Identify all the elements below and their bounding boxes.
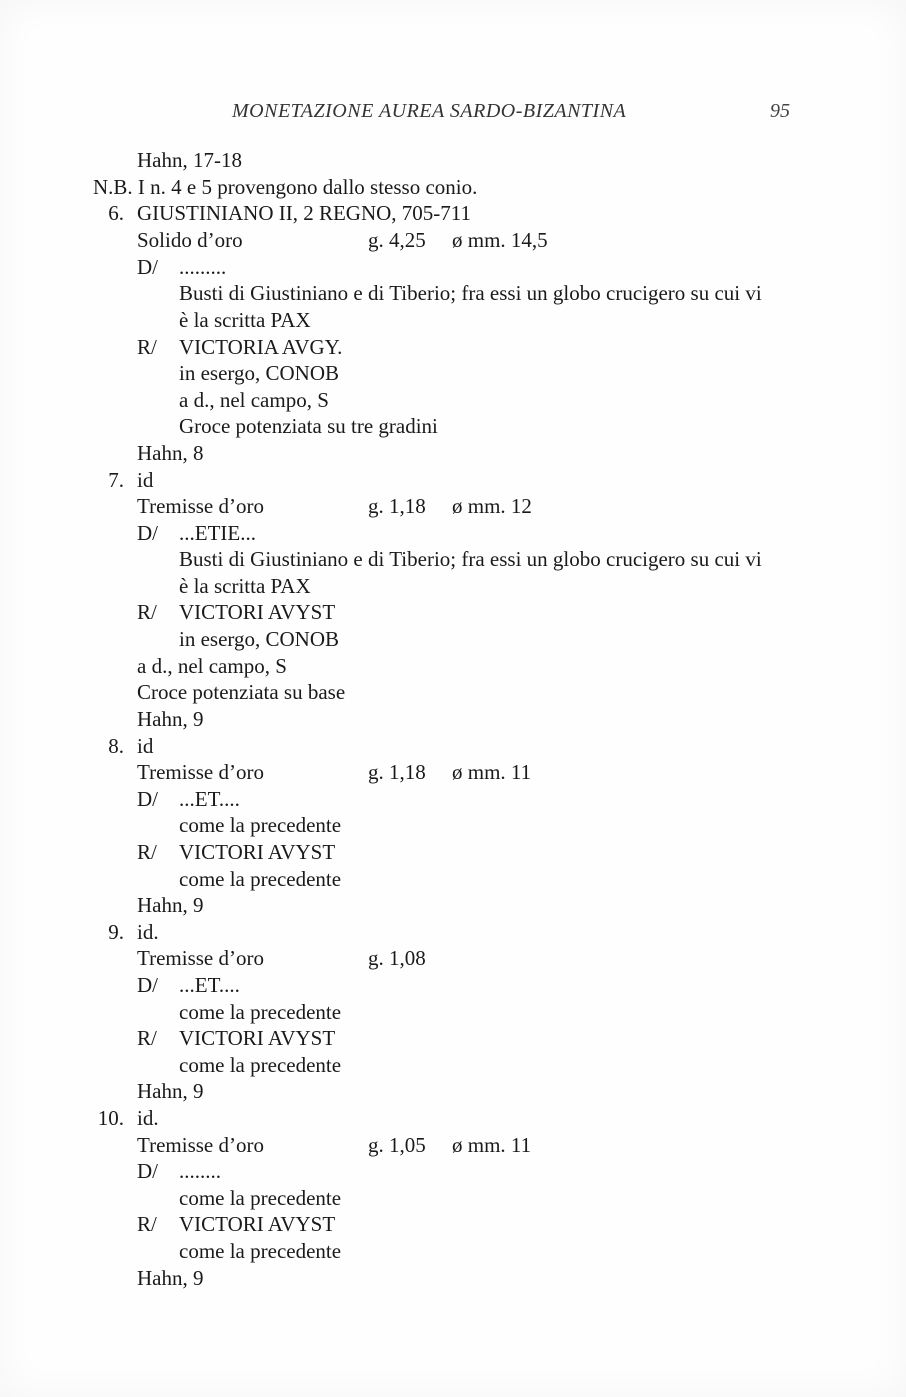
weight: g. 1,18: [368, 760, 426, 784]
denomination: Tremisse d’oro: [137, 760, 264, 784]
obverse-description: Busti di Giustiniano e di Tiberio; fra essi un globo crucigero su cui vi: [179, 547, 762, 571]
reverse-description: Croce potenziata su base: [137, 680, 346, 704]
note: N.B. I n. 4 e 5 provengono dallo stesso conio.: [93, 175, 478, 199]
obverse-legend: ........: [179, 1159, 221, 1183]
denomination: Tremisse d’oro: [137, 494, 264, 518]
hahn-reference: Hahn, 9: [137, 1266, 204, 1290]
entry-number: 9.: [108, 920, 124, 944]
weight: g. 4,25: [368, 228, 426, 252]
obverse-prefix: D/: [137, 255, 158, 279]
reverse-legend: VICTORI AVYST: [179, 1026, 336, 1050]
reverse-legend: VICTORI AVYST: [179, 600, 336, 624]
reverse-prefix: R/: [137, 1212, 157, 1236]
reverse-legend: VICTORI AVYST: [179, 1212, 336, 1236]
denomination: Tremisse d’oro: [137, 946, 264, 970]
reverse-description: Groce potenziata su tre gradini: [179, 414, 438, 438]
reverse-legend: VICTORIA AVGY.: [179, 335, 343, 359]
diameter: ø mm. 14,5: [452, 228, 548, 252]
denomination: Tremisse d’oro: [137, 1133, 264, 1157]
reverse-legend: VICTORI AVYST: [179, 840, 336, 864]
running-title: MONETAZIONE AUREA SARDO-BIZANTINA: [232, 100, 627, 122]
hahn-reference: Hahn, 17-18: [137, 148, 242, 172]
hahn-reference: Hahn, 9: [137, 1079, 204, 1103]
hahn-reference: Hahn, 9: [137, 893, 204, 917]
reverse-description: a d., nel campo, S: [137, 654, 287, 678]
entry-title: id.: [137, 1106, 159, 1130]
page-number: 95: [770, 100, 790, 122]
entry-number: 8.: [108, 734, 124, 758]
reverse-description: come la precedente: [179, 867, 342, 891]
entry-number: 10.: [97, 1106, 124, 1130]
reverse-description: in esergo, CONOB: [179, 361, 340, 385]
diameter: ø mm. 11: [452, 1133, 532, 1157]
diameter: ø mm. 11: [452, 760, 532, 784]
obverse-legend: ...ETIE...: [179, 521, 256, 545]
weight: g. 1,18: [368, 494, 426, 518]
weight: g. 1,05: [368, 1133, 426, 1157]
reverse-description: come la precedente: [179, 1053, 342, 1077]
weight: g. 1,08: [368, 946, 426, 970]
reverse-prefix: R/: [137, 335, 157, 359]
obverse-legend: ...ET....: [179, 787, 240, 811]
entry-title: id.: [137, 920, 159, 944]
hahn-reference: Hahn, 8: [137, 441, 204, 465]
hahn-reference: Hahn, 9: [137, 707, 204, 731]
entry-title: id: [137, 468, 154, 492]
obverse-prefix: D/: [137, 521, 158, 545]
obverse-description: come la precedente: [179, 813, 342, 837]
entry-title: id: [137, 734, 154, 758]
obverse-description: Busti di Giustiniano e di Tiberio; fra essi un globo crucigero su cui vi: [179, 281, 762, 305]
obverse-prefix: D/: [137, 973, 158, 997]
obverse-legend: ...ET....: [179, 973, 240, 997]
reverse-prefix: R/: [137, 840, 157, 864]
denomination: Solido d’oro: [137, 228, 243, 252]
reverse-prefix: R/: [137, 1026, 157, 1050]
reverse-prefix: R/: [137, 600, 157, 624]
obverse-description: come la precedente: [179, 1000, 342, 1024]
entry-number: 6.: [108, 201, 124, 225]
reverse-description: in esergo, CONOB: [179, 627, 340, 651]
entry-title: GIUSTINIANO II, 2 REGNO, 705-711: [137, 201, 472, 225]
reverse-description: a d., nel campo, S: [179, 388, 329, 412]
obverse-prefix: D/: [137, 1159, 158, 1183]
diameter: ø mm. 12: [452, 494, 532, 518]
obverse-description: è la scritta PAX: [179, 308, 311, 332]
obverse-description: come la precedente: [179, 1186, 342, 1210]
obverse-description: è la scritta PAX: [179, 574, 311, 598]
obverse-prefix: D/: [137, 787, 158, 811]
obverse-legend: .........: [179, 255, 227, 279]
reverse-description: come la precedente: [179, 1239, 342, 1263]
entry-number: 7.: [108, 468, 124, 492]
